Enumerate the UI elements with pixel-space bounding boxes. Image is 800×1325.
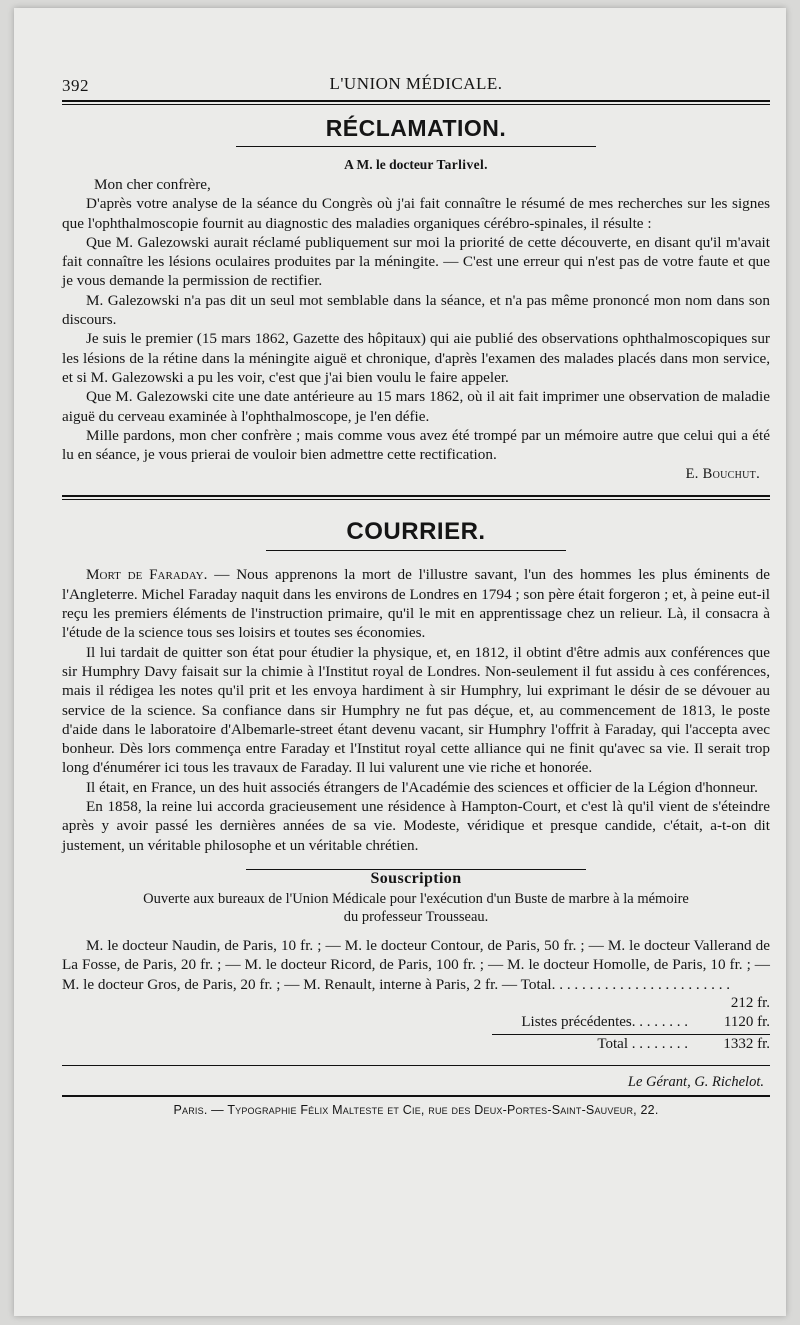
reclamation-addressee xyxy=(62,157,770,173)
footer-rule xyxy=(62,1095,770,1097)
souscription-previous-row xyxy=(62,1013,770,1032)
souscription-subtotal: 212 fr. xyxy=(730,994,770,1011)
reclamation-paragraph: Que M. Galezowski cite une date antérieure au 15 mars 1862, où il ait fait imprimer une observation de maladie aiguë du cerveau examinée à l'ophthalmoscope, je l'en défie. xyxy=(62,388,770,425)
reclamation-paragraph: M. Galezowski n'a pas dit un seul mot semblable dans la séance, et n'a pas même prononcé mon nom dans son discours. xyxy=(62,291,770,329)
header-rule-thick xyxy=(62,100,770,102)
reclamation-paragraph: D'après votre analyse de la séance du Congrès où j'ai fait connaître le résumé de mes recherches sur les signes que l'ophthalmoscopie fournit au diagnostic des maladies organiques cérébro-spinales, il résulte : xyxy=(62,195,770,232)
addressee-prefix: A M. le docteur xyxy=(344,157,434,172)
final-rule xyxy=(62,1065,770,1066)
souscription-previous-label: Listes précédentes. . . . . . . . xyxy=(521,1014,688,1031)
reclamation-signature: E. Bouchut. xyxy=(685,466,760,483)
reclamation-paragraph: Que M. Galezowski aurait réclamé publiquement sur moi la priorité de cette découverte, en disant qu'il m'avait fait connaître les lésions oculaires produites par la méningite. — C'est une erreur qui n'est pas de votre faute et que je vous demande la permission de rectifier. xyxy=(62,233,770,290)
souscription-previous-amount: 1120 fr. xyxy=(723,1014,770,1031)
running-head xyxy=(62,70,770,98)
souscription-subtotal-row xyxy=(62,994,770,1013)
reclamation-title: RÉCLAMATION. xyxy=(325,115,507,141)
souscription-title: Souscription xyxy=(370,869,462,887)
courrier-title: COURRIER. xyxy=(346,518,486,546)
courrier-lead-text: — Nous apprenons la mort de l'illustre savant, l'un des hommes les plus éminents de l'Angleterre. Michel Faraday naquit dans les environs de Londres en 1794 ; son père était forgeron ; et, à peine eut-il reçu les premiers éléments de l'instruction primaire, qu'il le mit en apprentissage chez un relieur. Là, il consacra à l'étude de la science tous ses loisirs et toutes ses économies. xyxy=(62,566,771,642)
newspaper-page xyxy=(14,8,786,1316)
page-number: 392 xyxy=(62,76,89,95)
reclamation-salutation: Mon cher confrère, xyxy=(94,176,211,193)
souscription-subtitle-2: du professeur Trousseau. xyxy=(343,908,489,925)
souscription-total-row xyxy=(62,1035,770,1054)
journal-title: L'UNION MÉDICALE. xyxy=(329,74,503,93)
souscription-subtitle: Ouverte aux bureaux de l'Union Médicale pour l'exécution d'un Buste de marbre à la mémoire xyxy=(143,890,689,907)
courrier-paragraph: Il lui tardait de quitter son état pour étudier la physique, et, en 1812, il obtint d'être admis aux conférences que sir Humphry Davy faisait sur la chimie à l'Institut royal de Londres. Non-seulement il fut assidu à ces conférences, mais il rédigea les notes qu'il prit et les envoya hardiment à sir Humphry, lui exprimant le désir de se dévouer au service de la science. Sa confiance dans sir Humphry ne fut pas déçue, et, au commencement de 1813, le poste d'aide dans le laboratoire d'Albemarle-street étant devenu vacant, sir Humphry l'offrit à Faraday, qui l'accepta avec bonheur. Dès lors commença entre Faraday et l'Institut royal cette alliance qui ne finit qu'avec sa vie. Il serait trop long d'énumérer ici tous les travaux de Faraday. Il lui valurent une vie riche et honorée. xyxy=(62,643,770,777)
courrier-title-rule xyxy=(266,550,566,551)
section-divider-thick xyxy=(62,495,770,497)
souscription-donors: M. le docteur Naudin, de Paris, 10 fr. ; — M. le docteur Contour, de Paris, 50 fr. ; — M. le docteur Vallerand de La Fosse, de Paris, 20 fr. ; — M. le docteur Ricord, de Paris, 100 fr. ; — M. le docteur Homolle, de Paris, 10 fr. ; — M. le docteur Gros, de Paris, 20 fr. ; — M. Renault, interne à Paris, 2 fr. — Total. . . . . . . . . . . . . . . . . . . . . . . . xyxy=(62,936,770,993)
courrier-lead-label: Mort de Faraday. xyxy=(86,566,208,584)
courrier-paragraph: Il était, en France, un des huit associés étrangers de l'Académie des sciences et officier de la Légion d'honneur. xyxy=(86,778,758,796)
reclamation-paragraph: Mille pardons, mon cher confrère ; mais comme vous avez été trompé par un mémoire autre que celui qui a été lu en séance, je vous prierai de vouloir bien admettre cette rectification. xyxy=(62,426,770,464)
gerant-signature: Le Gérant, G. Richelot. xyxy=(627,1073,764,1090)
reclamation-title-rule xyxy=(236,146,596,147)
souscription-total-label: Total . . . . . . . . xyxy=(597,1036,688,1053)
printer-imprint: Paris. — Typographie Félix Malteste et Cie, rue des Deux-Portes-Saint-Sauveur, 22. xyxy=(173,1102,659,1117)
text-column xyxy=(62,70,770,1117)
souscription-total-amount: 1332 fr. xyxy=(723,1036,770,1053)
reclamation-paragraph: Je suis le premier (15 mars 1862, Gazette des hôpitaux) qui aie publié des observations ophthalmoscopiques sur les lésions de la rétine dans la méningite aiguë et chronique, d'après l'examen des malades placés dans mon service, et si M. Galezowski a pu les voir, c'est que j'ai bien voulu le faire appeler. xyxy=(62,330,770,386)
header-rule-thin xyxy=(62,104,770,105)
courrier-paragraph xyxy=(62,565,770,642)
section-divider-thin xyxy=(62,499,770,500)
addressee-name: Tarlivel. xyxy=(436,157,488,172)
courrier-paragraph: En 1858, la reine lui accorda gracieusement une résidence à Hampton-Court, et c'est là qu'il vient de s'éteindre après y avoir passé les dernières années de sa vie. Modeste, véridique et presque candide, c'était, a-t-on dit justement, un véritable philosophe et un véritable chrétien. xyxy=(62,798,770,854)
